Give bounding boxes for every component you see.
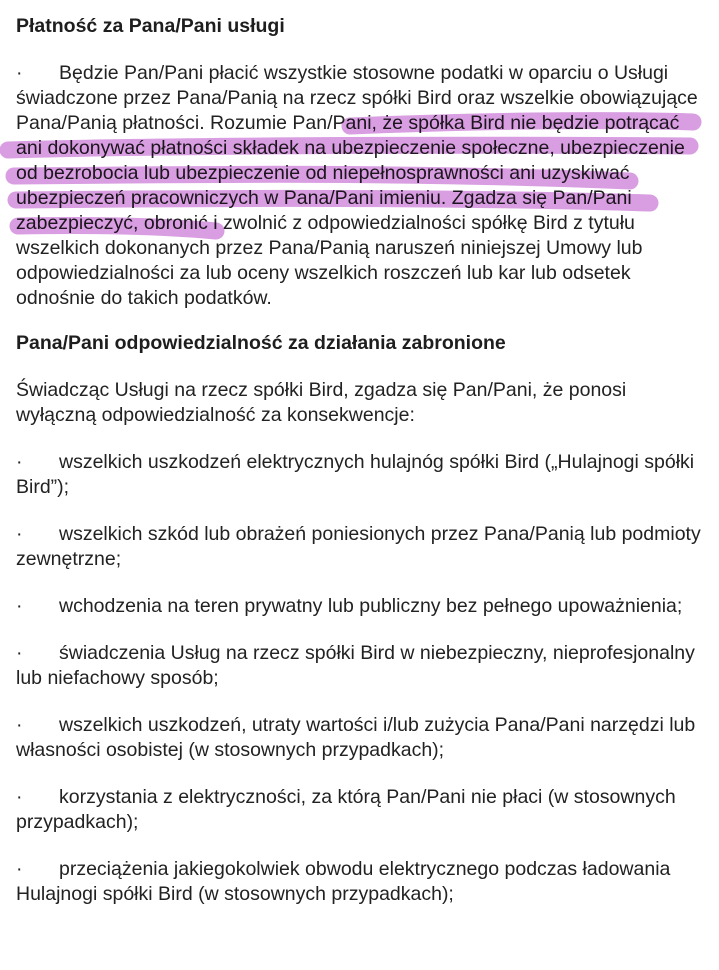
bullet-dot: · bbox=[16, 858, 23, 880]
list-item-text: świadczenia Usług na rzecz spółki Bird w niebezpieczny, nieprofesjonalny lub niefachowy sposób; bbox=[16, 642, 695, 689]
list-item bbox=[16, 641, 706, 691]
section-heading-responsibility: Pana/Pani odpowiedzialność za działania zabronione bbox=[16, 332, 506, 354]
bullet-dot: · bbox=[16, 523, 23, 545]
list-item bbox=[16, 713, 706, 763]
list-item bbox=[16, 785, 706, 835]
bullet-dot: · bbox=[16, 786, 23, 808]
list-item-text: wszelkich uszkodzeń, utraty wartości i/lub zużycia Pana/Pani narzędzi lub własności osobistej (w stosownych przypadkach); bbox=[16, 714, 696, 761]
list-item bbox=[16, 594, 706, 619]
payment-paragraph bbox=[16, 61, 706, 311]
list-item-text: przeciążenia jakiegokolwiek obwodu elektrycznego podczas ładowania Hulajnogi spółki Bird (w stosownych przypadkach); bbox=[16, 858, 671, 905]
bullet-dot: · bbox=[16, 62, 23, 84]
bullet-dot: · bbox=[16, 714, 23, 736]
list-item-text: wszelkich uszkodzeń elektrycznych hulajnóg spółki Bird („Hulajnogi spółki Bird”); bbox=[16, 451, 695, 498]
list-item-text: korzystania z elektryczności, za którą Pan/Pani nie płaci (w stosownych przypadkach); bbox=[16, 786, 676, 833]
list-item bbox=[16, 450, 706, 500]
responsibility-intro: Świadcząc Usługi na rzecz spółki Bird, zgadza się Pan/Pani, że ponosi wyłączną odpowiedzialność za konsekwencje: bbox=[16, 379, 627, 426]
bullet-dot: · bbox=[16, 595, 23, 617]
list-item bbox=[16, 857, 706, 907]
list-item-text: wchodzenia na teren prywatny lub publiczny bez pełnego upoważnienia; bbox=[59, 595, 683, 617]
section-heading-payment: Płatność za Pana/Pani usługi bbox=[16, 15, 285, 37]
bullet-dot: · bbox=[16, 642, 23, 664]
payment-paragraph-text: Będzie Pan/Pani płacić wszystkie stosowne podatki w oparciu o Usługi świadczone przez Pana/Panią na rzecz spółki Bird oraz wszelkie obowiązujące Pana/Panią płatności. Rozumie Pan/Pani, że spółka Bird nie będzie potrącać ani dokonywać płatności składek na ubezpieczenie społeczne, ubezpieczenie od bezrobocia lub ubezpieczenie od niepełnosprawności ani uzyskiwać ubezpieczeń pracowniczych w Pana/Pani imieniu. Zgadza się Pan/Pani zabezpieczyć, obronić i zwolnić z odpowiedzialności spółkę Bird z tytułu wszelkich dokonanych przez Pana/Panią naruszeń niniejszej Umowy lub odpowiedzialności za lub oceny wszelkich roszczeń lub kar lub odsetek odnośnie do takich podatków. bbox=[16, 62, 698, 309]
list-item bbox=[16, 522, 706, 572]
document-body bbox=[16, 14, 706, 907]
bullet-dot: · bbox=[16, 451, 23, 473]
list-item-text: wszelkich szkód lub obrażeń poniesionych przez Pana/Panią lub podmioty zewnętrzne; bbox=[16, 523, 701, 570]
